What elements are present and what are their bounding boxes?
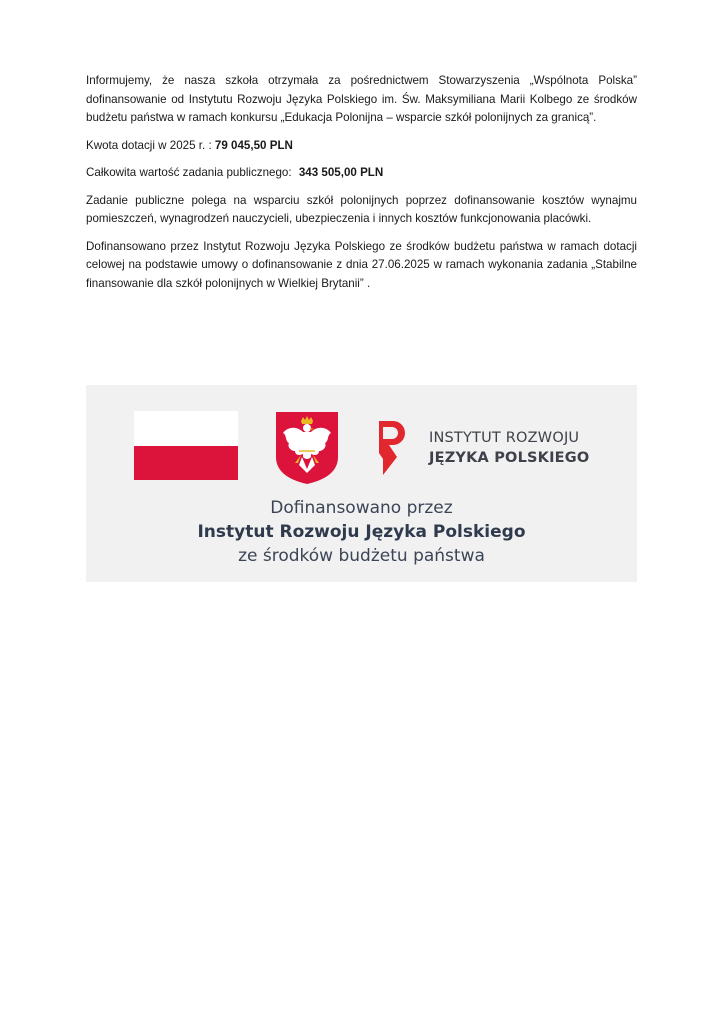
irjp-logo-icon (375, 419, 405, 475)
grant-amount: 79 045,50 PLN (214, 138, 293, 152)
funded-by-caption (86, 496, 637, 568)
polish-flag-icon (134, 411, 238, 480)
funded-line-3: ze środków budżetu państwa (238, 546, 485, 566)
task-description-paragraph: Zadanie publiczne polega na wsparciu szkół polonijnych poprzez dofinansowanie kosztów wynajmu pomieszczeń, wynagrodzeń nauczycieli, ubezpieczenia i innych kosztów funkcjonowania placówki. (86, 193, 637, 225)
institute-logo-text (429, 428, 589, 468)
institute-name-line-1: INSTYTUT ROZWOJU (429, 430, 580, 446)
total-label: Całkowita wartość zadania publicznego: (86, 166, 292, 179)
intro-paragraph: Informujemy, że nasza szkoła otrzymała za pośrednictwem Stowarzyszenia „Wspólnota Polska” dofinansowanie od Instytutu Rozwoju Języka Polskiego im. Św. Maksymiliana Marii Kolbego ze środków budżetu państwa w ramach konkursu „Edukacja Polonijna – wsparcie szkół polonijnych za granicą”. (86, 74, 637, 124)
total-amount: 343 505,00 PLN (298, 166, 384, 179)
grant-label: Kwota dotacji w 2025 r. : (86, 138, 212, 152)
funding-banner (86, 385, 637, 582)
institute-name-line-2: JĘZYKA POLSKIEGO (429, 450, 590, 466)
funded-line-2: Instytut Rozwoju Języka Polskiego (197, 522, 526, 542)
funded-line-1: Dofinansowano przez (270, 498, 453, 518)
total-value-line (86, 164, 637, 183)
document-body (86, 72, 637, 302)
grant-amount-line (86, 137, 637, 156)
polish-eagle-emblem-icon (275, 411, 339, 485)
funding-statement-paragraph: Dofinansowano przez Instytut Rozwoju Języka Polskiego ze środków budżetu państwa w ramach dotacji celowej na podstawie umowy o dofinansowanie z dnia 27.06.2025 w ramach wykonania zadania „Stabilne finansowanie dla szkół polonijnych w Wielkiej Brytanii” . (86, 239, 637, 290)
